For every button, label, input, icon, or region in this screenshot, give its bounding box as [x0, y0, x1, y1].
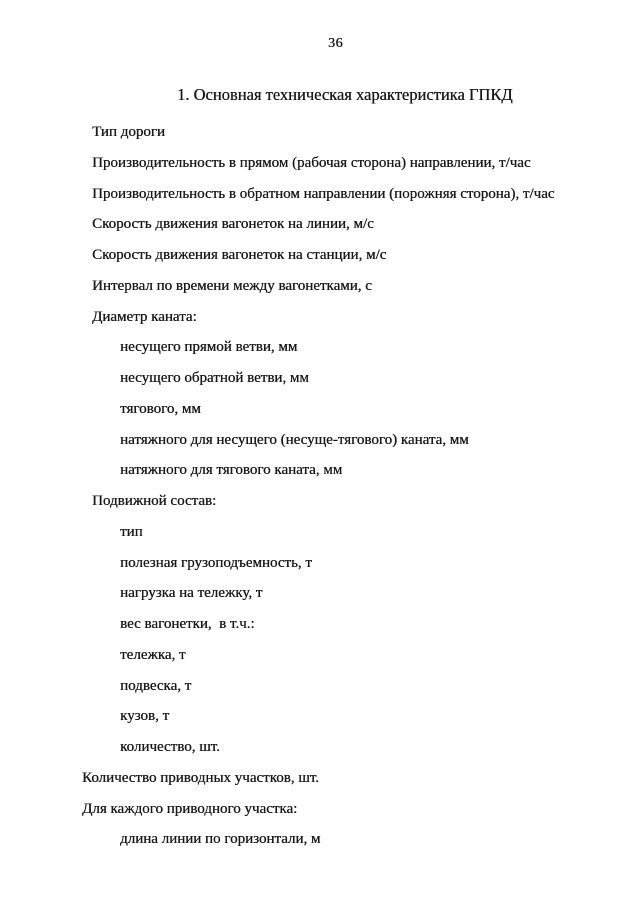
spec-line: Производительность в обратном направлении (порожняя сторона), т/час	[92, 185, 555, 202]
spec-subline: тип	[120, 523, 143, 540]
page-number: 36	[328, 36, 343, 51]
spec-subline: несущего прямой ветви, мм	[120, 339, 298, 356]
spec-subline: количество, шт.	[120, 739, 220, 755]
spec-line: Скорость движения вагонеток на станции, м/с	[92, 247, 387, 263]
spec-line: Интервал по времени между вагонетками, с	[92, 277, 372, 294]
spec-subline: тягового, мм	[120, 400, 201, 417]
spec-line: Производительность в прямом (рабочая сторона) направлении, т/час	[92, 154, 531, 171]
spec-subline: нагрузка на тележку, т	[120, 585, 263, 602]
spec-line-group-heading: Подвижной состав:	[92, 493, 217, 509]
spec-subline: натяжного для тягового каната, мм	[120, 462, 343, 479]
spec-subline: подвеска, т	[120, 677, 192, 694]
spec-subline: натяжного для несущего (несуще-тягового) каната, мм	[120, 431, 469, 448]
spec-line: Количество приводных участков, шт.	[82, 769, 319, 786]
spec-line-group-heading: Для каждого приводного участка:	[82, 800, 298, 817]
spec-line-group-heading: Диаметр каната:	[92, 308, 197, 325]
spec-line: Тип дороги	[92, 124, 165, 140]
spec-subline: полезная грузоподъемность, т	[120, 554, 312, 571]
spec-subline: кузов, т	[120, 708, 170, 725]
spec-subline: несущего обратной ветви, мм	[120, 370, 309, 386]
spec-subline: тележка, т	[120, 646, 186, 663]
spec-subline: вес вагонетки, в т.ч.:	[120, 616, 255, 632]
document-title: 1. Основная техническая характеристика ГПКД	[177, 85, 513, 104]
spec-line: Скорость движения вагонеток на линии, м/с	[92, 216, 374, 233]
spec-list	[0, 117, 640, 855]
spec-subline: длина линии по горизонтали, м	[120, 831, 321, 848]
